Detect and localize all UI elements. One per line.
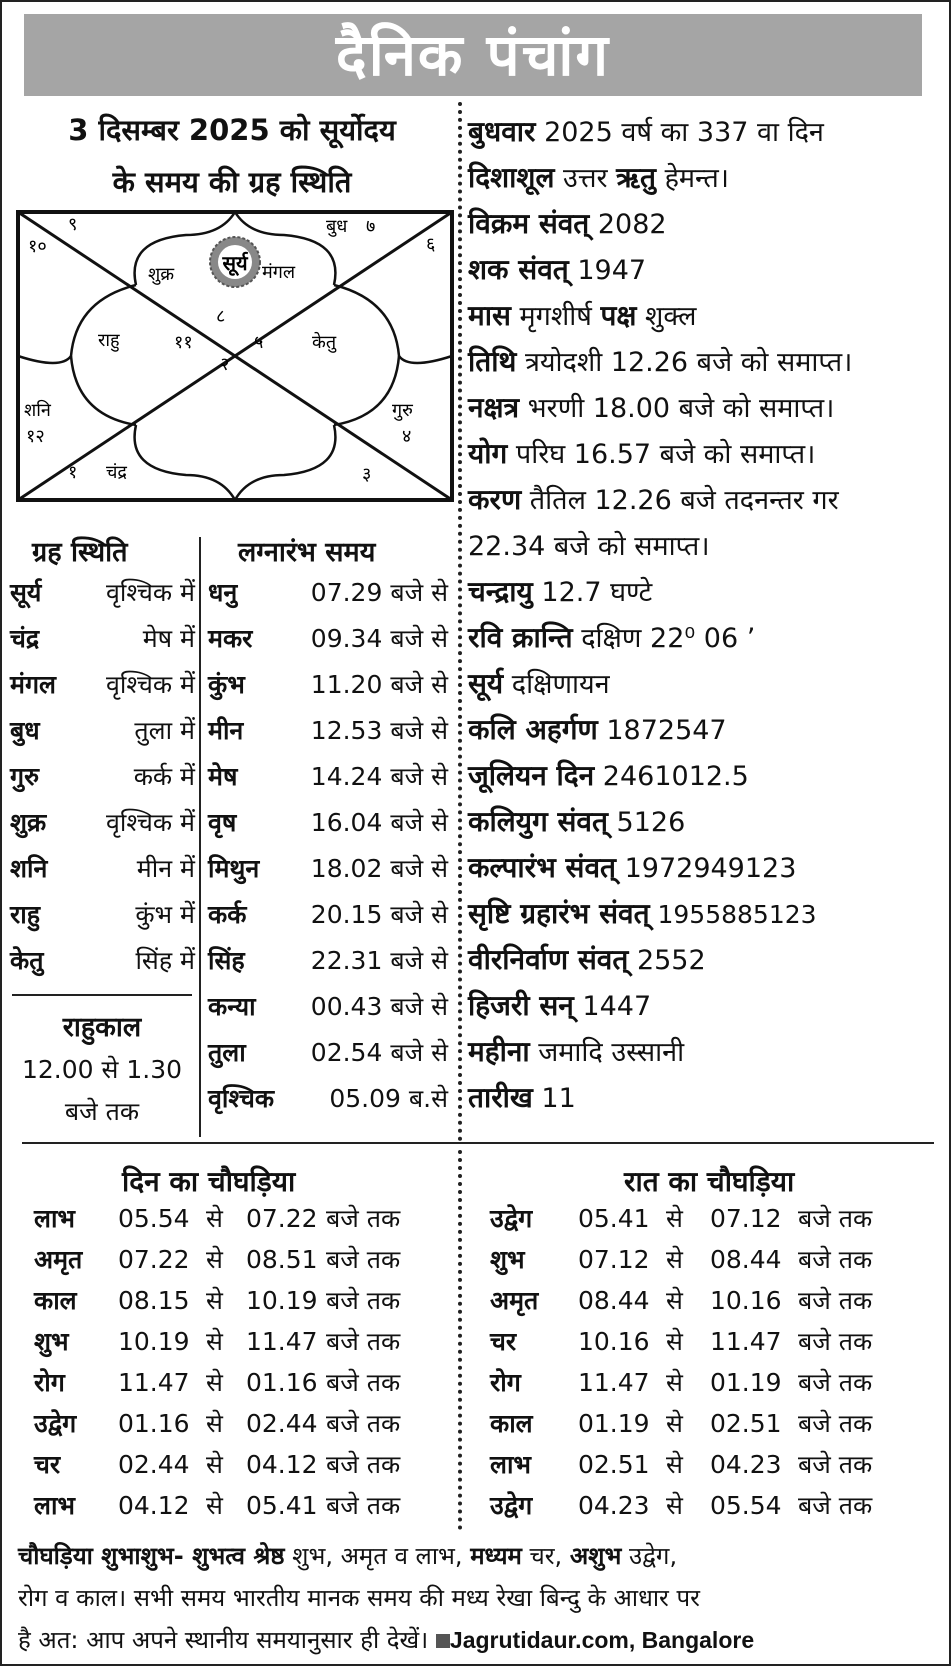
raat-row: चर 10.16 से 11.47 बजे तक [490, 1327, 873, 1356]
kundli-chandra: चंद्र [106, 462, 127, 483]
footer-line-1: चौघड़िया शुभाशुभ- शुभत्व श्रेष्ठ शुभ, अमृत व लाभ, मध्यम चर, अशुभ उद्वेग, [18, 1542, 678, 1570]
graha-row: शनि मीन में [10, 854, 195, 883]
kundli-1: १ [68, 462, 78, 483]
graha-lagna-divider [199, 537, 201, 1137]
raat-row: उद्वेग 05.41 से 07.12 बजे तक [490, 1204, 873, 1233]
kundli-guru: गुरु [392, 400, 413, 421]
kundli-ketu: केतु [312, 332, 337, 353]
lagna-row: मीन 12.53 बजे से [208, 716, 448, 745]
graha-row: मंगल वृश्चिक में [10, 670, 195, 699]
graha-row: सूर्य वृश्चिक में [10, 578, 195, 607]
info-row: चन्द्रायु 12.7 घण्टे [468, 575, 653, 608]
chart-heading-line-2: के समय की ग्रह स्थिति [112, 165, 352, 199]
kundli-9: ९ [68, 214, 78, 235]
din-row: रोग 11.47 से 01.16 बजे तक [34, 1368, 401, 1397]
din-row: लाभ 05.54 से 07.22 बजे तक [34, 1204, 401, 1233]
info-row: सूर्य दक्षिणायन [468, 667, 610, 700]
footer-note [18, 1535, 943, 1661]
info-row: मास मृगशीर्ष पक्ष शुक्ल [468, 299, 697, 332]
info-row: दिशाशूल उत्तर ऋतु हेमन्त। [468, 161, 729, 194]
rahukaal-suffix: बजे तक [64, 1097, 140, 1126]
info-row: वीरनिर्वाण संवत् 2552 [468, 943, 706, 976]
info-row: कल्पारंभ संवत् 1972949123 [468, 851, 797, 884]
info-row: जूलियन दिन 2461012.5 [468, 759, 749, 792]
kundli-rahu: राहु [98, 330, 120, 351]
info-row: सृष्टि ग्रहारंभ संवत् 1955885123 [468, 897, 817, 930]
lagna-row: कुंभ 11.20 बजे से [208, 670, 448, 699]
kundli-4: ४ [402, 426, 412, 447]
info-row: योग परिघ 16.57 बजे को समाप्त। [468, 437, 816, 470]
chart-heading-line-1: 3 दिसम्बर 2025 को सूर्योदय [68, 113, 396, 147]
raat-row: रोग 11.47 से 01.19 बजे तक [490, 1368, 873, 1397]
page-title: दैनिक पंचांग [335, 21, 611, 89]
graha-row: बुध तुला में [10, 716, 195, 745]
graha-row: चंद्र मेष में [10, 624, 195, 653]
info-row: महीना जमादि उस्सानी [468, 1035, 685, 1068]
kundli-3: ३ [362, 464, 372, 485]
kundli-chart [16, 210, 454, 502]
kundli-8: ८ [216, 306, 226, 327]
lagna-row: मकर 09.34 बजे से [208, 624, 448, 653]
lagna-row: तुला 02.54 बजे से [208, 1038, 448, 1067]
raat-row: काल 01.19 से 02.51 बजे तक [490, 1409, 873, 1438]
graha-row: गुरु कर्क में [10, 762, 195, 791]
kundli-10: १० [28, 236, 47, 257]
kundli-budh: बुध [326, 216, 348, 237]
lagna-row: मेष 14.24 बजे से [208, 762, 448, 791]
kundli-center: सूर्य [222, 251, 248, 275]
info-row: हिजरी सन् 1447 [468, 989, 652, 1022]
kundli-7: ७ [366, 216, 376, 237]
raat-row: अमृत 08.44 से 10.16 बजे तक [490, 1286, 873, 1315]
lagna-row: मिथुन 18.02 बजे से [208, 854, 448, 883]
info-row: करण तैतिल 12.26 बजे तदनन्तर गर [468, 483, 839, 516]
lagna-row: सिंह 22.31 बजे से [208, 946, 448, 975]
footer-line-2: रोग व काल। सभी समय भारतीय मानक समय की मध्य रेखा बिन्दु के आधार पर [18, 1584, 700, 1612]
din-row: चर 02.44 से 04.12 बजे तक [34, 1450, 401, 1479]
kundli-shukra: शुक्र [148, 264, 175, 285]
credit-square-icon [436, 1634, 450, 1648]
info-row: कलि अहर्गण 1872547 [468, 713, 727, 746]
title-banner [24, 14, 922, 96]
raat-row: उद्वेग 04.23 से 05.54 बजे तक [490, 1491, 873, 1520]
info-row: कलियुग संवत् 5126 [468, 805, 686, 838]
choghadiya-column-divider [458, 1150, 462, 1530]
lagna-row: कर्क 20.15 बजे से [208, 900, 448, 929]
rahukaal-title: राहुकाल [62, 1012, 142, 1043]
info-row: 22.34 बजे को समाप्त। [468, 531, 710, 562]
rahukaal-divider [12, 994, 192, 996]
info-row: विक्रम संवत् 2082 [468, 207, 667, 240]
info-row: शक संवत् 1947 [468, 253, 647, 286]
info-row: रवि क्रान्ति दक्षिण 22⁰ 06 ’ [468, 621, 756, 654]
lagna-row: वृश्चिक 05.09 ब.से [208, 1084, 448, 1113]
info-row: नक्षत्र भरणी 18.00 बजे को समाप्त। [468, 391, 835, 424]
kundli-6: ६ [426, 234, 436, 255]
info-row: बुधवार 2025 वर्ष का 337 वा दिन [468, 115, 824, 148]
raat-row: लाभ 02.51 से 04.23 बजे तक [490, 1450, 873, 1479]
lagna-row: कन्या 00.43 बजे से [208, 992, 448, 1021]
column-divider [458, 102, 462, 1142]
footer-line-3: है अत: आप अपने स्थानीय समयानुसार ही देखें। Jagrutidaur.com, Bangalore [18, 1626, 755, 1654]
graha-row: राहु कुंभ में [10, 900, 195, 929]
lagna-header: लग्नारंभ समय [238, 537, 376, 568]
raat-choghadiya-header: रात का चौघड़िया [624, 1165, 795, 1198]
graha-row: केतु सिंह में [10, 946, 195, 975]
rahukaal-time: 12.00 से 1.30 [21, 1055, 183, 1084]
choghadiya-divider [22, 1142, 934, 1144]
kundli-11: ११ [174, 332, 193, 353]
graha-header: ग्रह स्थिति [32, 537, 128, 568]
kundli-mangal: मंगल [262, 262, 296, 283]
kundli-5: ५ [254, 332, 264, 353]
lagna-row: धनु 07.29 बजे से [208, 578, 448, 607]
din-row: काल 08.15 से 10.19 बजे तक [34, 1286, 401, 1315]
info-row: तिथि त्रयोदशी 12.26 बजे को समाप्त। [468, 345, 853, 378]
kundli-shani: शनि [24, 400, 51, 421]
din-choghadiya-header: दिन का चौघड़िया [122, 1165, 296, 1198]
raat-row: शुभ 07.12 से 08.44 बजे तक [490, 1245, 873, 1274]
graha-row: शुक्र वृश्चिक में [10, 808, 195, 837]
info-row: तारीख 11 [468, 1081, 576, 1114]
lagna-row: वृष 16.04 बजे से [208, 808, 448, 837]
kundli-12: १२ [26, 426, 45, 447]
credit-text: Jagrutidaur.com, Bangalore [449, 1627, 755, 1653]
din-row: लाभ 04.12 से 05.41 बजे तक [34, 1491, 401, 1520]
din-row: उद्वेग 01.16 से 02.44 बजे तक [34, 1409, 401, 1438]
kundli-2: २ [220, 354, 230, 375]
din-row: अमृत 07.22 से 08.51 बजे तक [34, 1245, 401, 1274]
din-row: शुभ 10.19 से 11.47 बजे तक [34, 1327, 401, 1356]
